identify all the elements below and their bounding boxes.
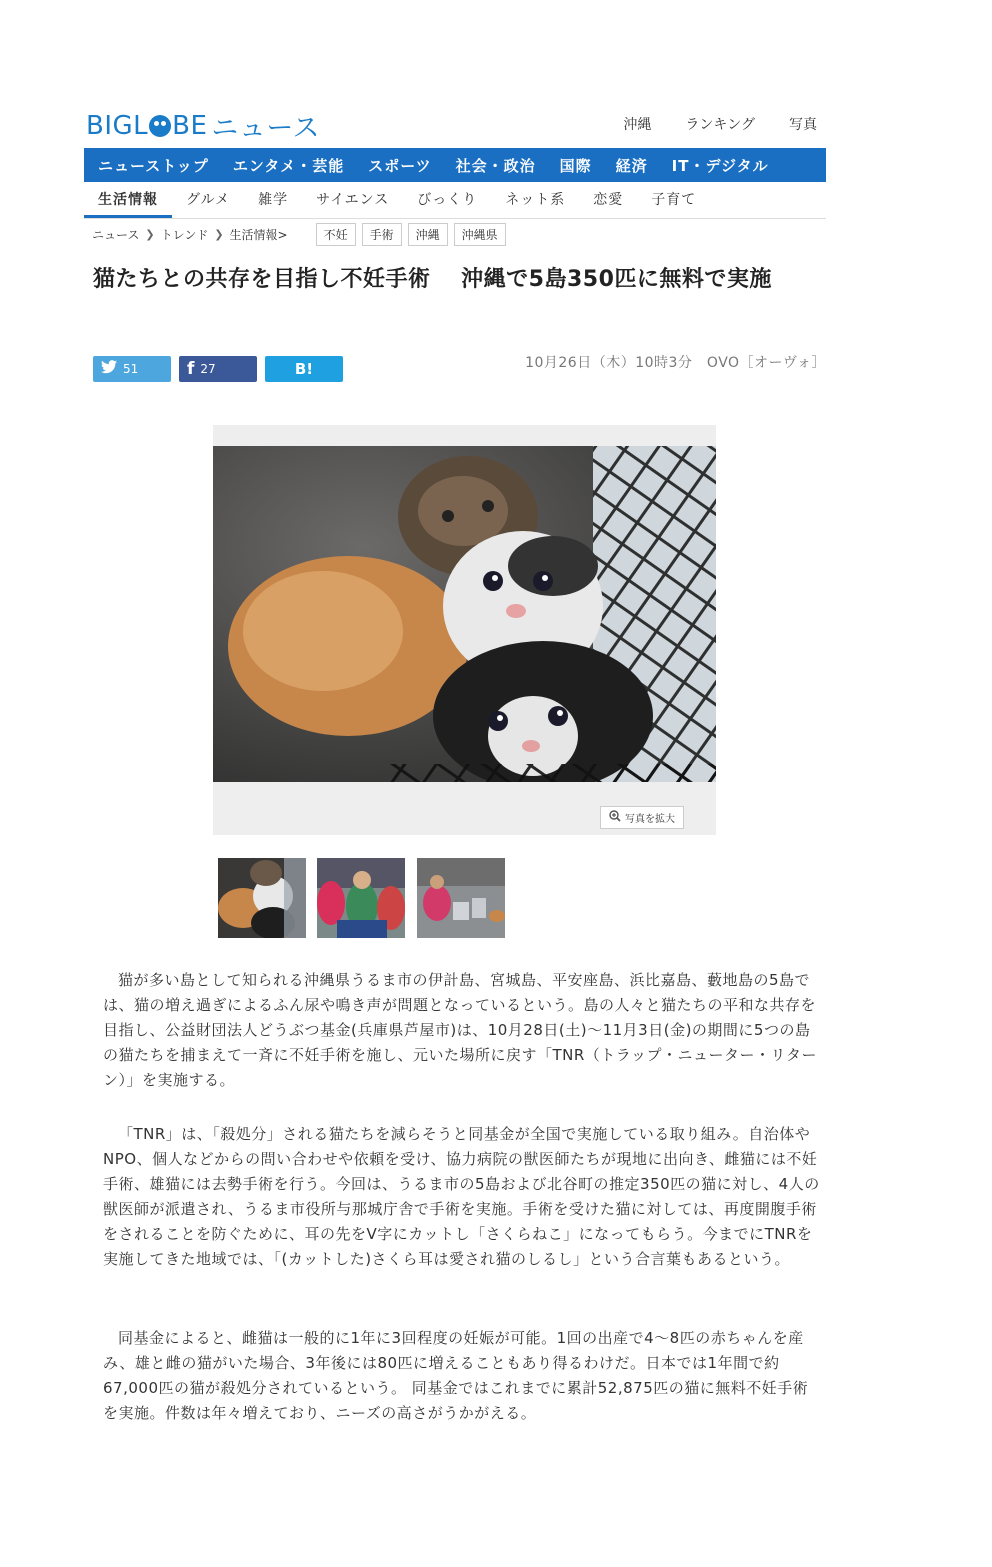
nav-entertainment[interactable]: エンタメ・芸能	[232, 156, 345, 175]
breadcrumb-trend[interactable]: トレンド	[160, 227, 209, 242]
subnav-romance[interactable]: 恋愛	[593, 192, 624, 208]
kittens-photo[interactable]	[213, 446, 716, 782]
sub-navigation	[84, 184, 826, 219]
breadcrumb-lifestyle[interactable]: 生活情報>	[229, 227, 288, 242]
biglobe-news-logo[interactable]	[86, 106, 320, 145]
article-paragraph-3: 同基金によると、雌猫は一般的に1年に3回程度の妊娠が可能。1回の出産で4～8匹の赤ちゃんを産み、雄と雌の猫がいた場合、3年後には80匹に増えることもあり得るわけだ。日本では1年間で約67,000匹の猫が殺処分されているという。 同基金ではこれまでに累計52,875匹の猫に無料不妊手術を実施。件数は年々増えており、ニーズの高さがうかがえる。	[103, 1329, 809, 1422]
thumbnail-2[interactable]	[317, 858, 405, 938]
subnav-trivia[interactable]: 雑学	[258, 192, 289, 208]
article-title: 猫たちとの共存を目指し不妊手術 沖縄で5島350匹に無料で実施	[93, 267, 772, 292]
article-paragraph-2: 「TNR」は、「殺処分」される猫たちを減らそうと同基金が全国で実施している取り組み。自治体やNPO、個人などからの問い合わせや依頼を受け、協力病院の獣医師たちが現地に出向き、雌猫には不妊手術、雄猫には去勢手術を行う。今回は、うるま市の5島および北谷町の推定350匹の猫に対し、4人の獣医師が派遣され、うるま市役所与那城庁舎で手術を実施。手術を受けた猫に対しては、再度開腹手術をされることを防ぐために、耳の先をV字にカットし「さくらねこ」になってもらう。今までにTNRを実施してきた地域では、「(カットした)さくら耳は愛され猫のしるし」という合言葉もあるという。	[103, 1125, 820, 1268]
top-link-photo[interactable]: 写真	[789, 117, 817, 133]
twitter-bird-icon	[101, 360, 117, 378]
thumbnail-3[interactable]	[417, 858, 505, 938]
nav-international[interactable]: 国際	[559, 156, 592, 175]
nav-society-politics[interactable]: 社会・政治	[455, 156, 536, 175]
nav-economy[interactable]: 経済	[615, 156, 648, 175]
logo-text: BIGL	[86, 110, 149, 141]
main-navigation	[84, 148, 826, 182]
subnav-parenting[interactable]: 子育て	[651, 192, 697, 208]
top-link-ranking[interactable]: ランキング	[685, 117, 755, 133]
nav-sports[interactable]: スポーツ	[368, 156, 432, 175]
tag-surgery[interactable]: 手術	[362, 223, 402, 246]
facebook-f-icon: f	[187, 359, 195, 379]
hatena-bookmark-label: B!	[294, 360, 314, 378]
enlarge-photo-label: 写真を拡大	[625, 814, 675, 825]
logo-text-2: BE	[172, 110, 208, 141]
twitter-share-count: 51	[123, 362, 139, 376]
subnav-science[interactable]: サイエンス	[316, 192, 390, 208]
facebook-share-count: 27	[200, 362, 216, 376]
thumbnail-1[interactable]	[218, 858, 306, 938]
article-paragraph-1: 猫が多い島として知られる沖縄県うるま市の伊計島、宮城島、平安座島、浜比嘉島、藪地島の5島では、猫の増え過ぎによるふん尿や鳴き声が問題となっているという。島の人々と猫たちの平和な共存を目指し、公益財団法人どうぶつ基金(兵庫県芦屋市)は、10月28日(土)～11月3日(金)の期間に5つの島の猫たちを捕まえて一斉に不妊手術を施し、元いた場所に戻す「TNR（トラップ・ニューター・リターン）」を実施する。	[103, 971, 818, 1089]
logo-eyes-icon	[149, 115, 171, 137]
subnav-lifestyle[interactable]: 生活情報	[84, 184, 172, 218]
tag-list	[316, 223, 506, 246]
logo-news-text: ニュース	[211, 113, 321, 144]
subnav-internet[interactable]: ネット系	[505, 192, 566, 208]
twitter-share-button[interactable]	[93, 356, 171, 382]
nav-news-top[interactable]: ニューストップ	[98, 156, 209, 175]
top-link-okinawa[interactable]: 沖縄	[623, 117, 652, 133]
subnav-gourmet[interactable]: グルメ	[186, 192, 231, 208]
magnifier-plus-icon	[609, 810, 621, 825]
breadcrumb	[92, 222, 506, 246]
facebook-share-button[interactable]	[179, 356, 257, 382]
chevron-right-icon: ❯	[145, 227, 155, 241]
chevron-right-icon: ❯	[214, 227, 224, 241]
top-links	[623, 114, 817, 134]
tag-okinawa[interactable]: 沖縄	[408, 223, 448, 246]
article-dateline: 10月26日（木）10時3分 OVO［オーヴォ］	[525, 355, 826, 371]
nav-it-digital[interactable]: IT・デジタル	[671, 156, 769, 175]
enlarge-photo-button[interactable]	[600, 806, 684, 829]
tag-infertility[interactable]: 不妊	[316, 223, 356, 246]
subnav-surprise[interactable]: びっくり	[417, 192, 478, 208]
breadcrumb-news[interactable]: ニュース	[92, 227, 140, 242]
hatena-bookmark-button[interactable]	[265, 356, 343, 382]
tag-okinawa-prefecture[interactable]: 沖縄県	[454, 223, 506, 246]
